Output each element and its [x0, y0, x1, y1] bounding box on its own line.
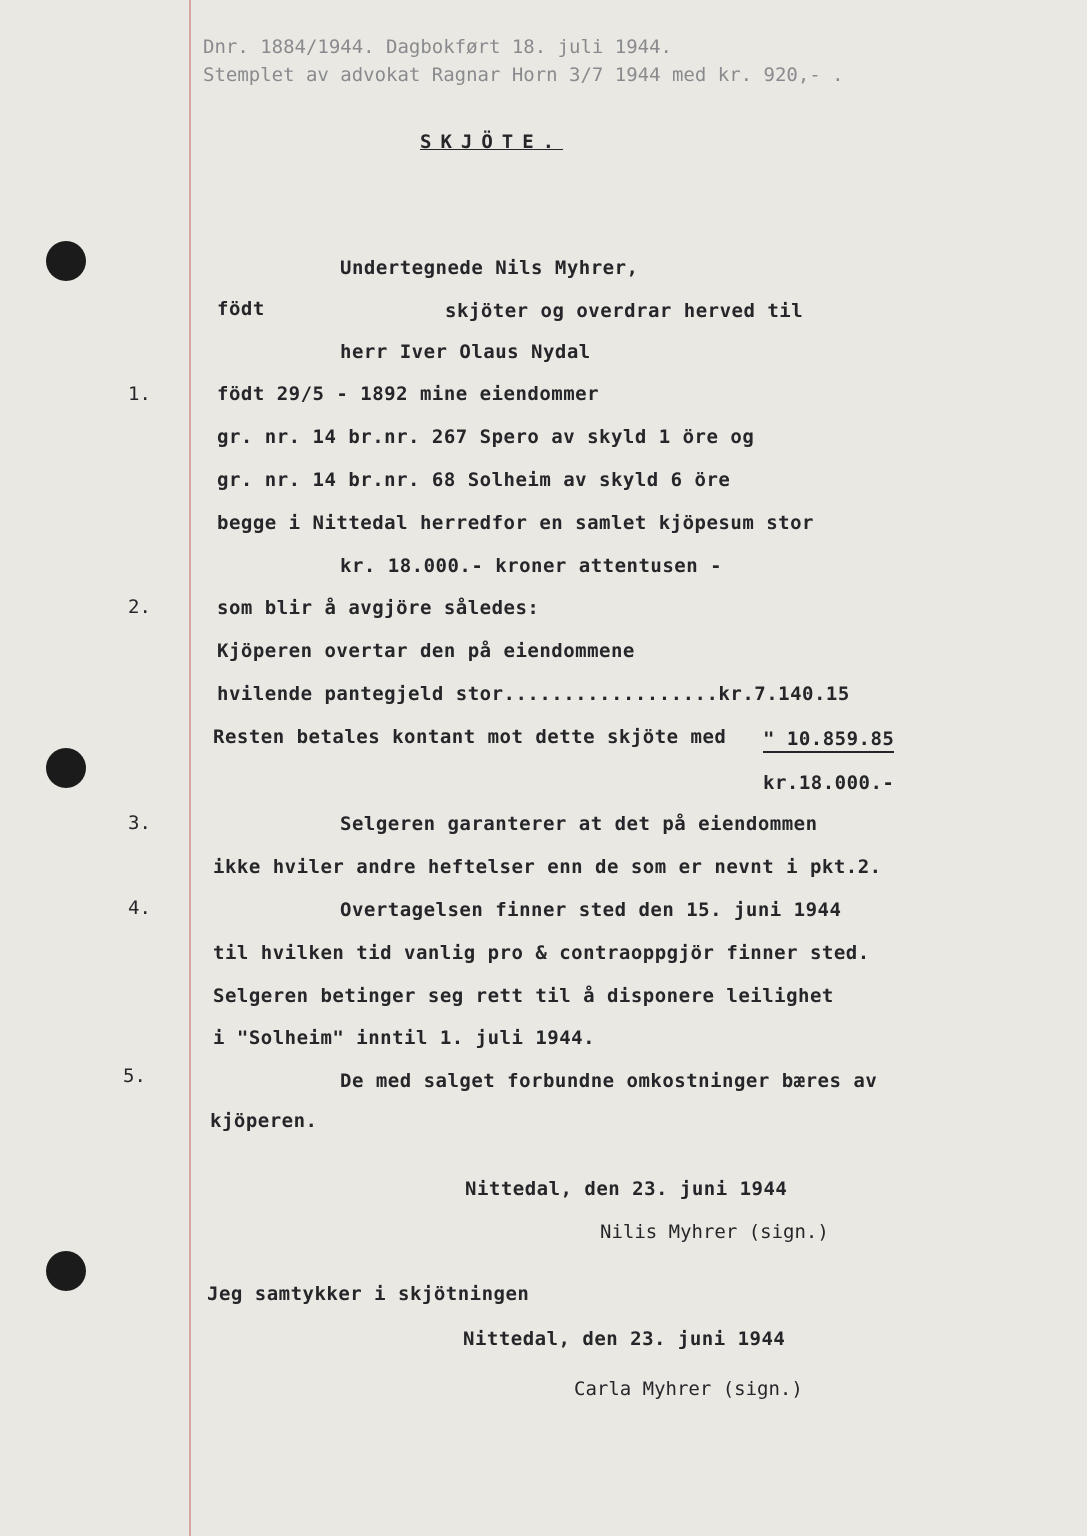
price-line: kr. 18.000.- kroner attentusen -	[340, 555, 723, 577]
item-marker-4: 4.	[128, 897, 151, 919]
settle-line: som blir å avgjöre således:	[217, 597, 540, 619]
signature-1: Nilis Myhrer (sign.)	[600, 1221, 829, 1243]
rest-text: Resten betales kontant mot dette skjöte med	[213, 726, 727, 748]
punch-hole-bottom	[46, 1251, 86, 1291]
document-title: SKJÖTE.	[420, 131, 564, 153]
place-date-2: Nittedal, den 23. juni 1944	[463, 1328, 786, 1350]
margin-line	[189, 0, 191, 1536]
item-marker-3: 3.	[128, 812, 151, 834]
location-line: begge i Nittedal herredfor en samlet kjöpesum stor	[217, 512, 814, 534]
signature-2: Carla Myhrer (sign.)	[574, 1378, 803, 1400]
guarantee-line-2: ikke hviler andre heftelser enn de som er nevnt i pkt.2.	[213, 856, 882, 878]
punch-hole-top	[46, 241, 86, 281]
property-line-2: gr. nr. 14 br.nr. 68 Solheim av skyld 6 öre	[217, 469, 731, 491]
rest-amount: " 10.859.85	[763, 728, 894, 753]
header-line-1: Dnr. 1884/1944. Dagbokført 18. juli 1944.	[203, 36, 672, 58]
header-line-2: Stemplet av advokat Ragnar Horn 3/7 1944 med kr. 920,- .	[203, 64, 844, 86]
total-line: kr.18.000.-	[763, 772, 895, 794]
punch-hole-middle	[46, 748, 86, 788]
property-line-1: gr. nr. 14 br.nr. 267 Spero av skyld 1 öre og	[217, 426, 755, 448]
guarantee-line-1: Selgeren garanterer at det på eiendommen	[340, 813, 818, 835]
transfer-text: skjöter og overdrar herved til	[445, 300, 804, 322]
consent-line: Jeg samtykker i skjötningen	[207, 1283, 530, 1305]
item-marker-2: 2.	[128, 596, 151, 618]
born-line: födt 29/5 - 1892 mine eiendommer	[217, 383, 600, 405]
debt-line: hvilende pantegjeld stor..................kr.7.140.15	[217, 683, 850, 705]
item-marker-5: 5.	[123, 1065, 146, 1087]
born-label: födt	[217, 298, 265, 320]
seller-line: Undertegnede Nils Myhrer,	[340, 257, 639, 279]
place-date-1: Nittedal, den 23. juni 1944	[465, 1178, 788, 1200]
item-marker-1: 1.	[128, 383, 151, 405]
takeover-line-4: i "Solheim" inntil 1. juli 1944.	[213, 1027, 596, 1049]
takeover-line-2: til hvilken tid vanlig pro & contraoppgjör finner sted.	[213, 942, 870, 964]
buyer-line: herr Iver Olaus Nydal	[340, 341, 591, 363]
takeover-line-1: Overtagelsen finner sted den 15. juni 1944	[340, 899, 842, 921]
assume-line: Kjöperen overtar den på eiendommene	[217, 640, 635, 662]
costs-line-2: kjöperen.	[210, 1110, 318, 1132]
takeover-line-3: Selgeren betinger seg rett til å disponere leilighet	[213, 985, 834, 1007]
costs-line-1: De med salget forbundne omkostninger bæres av	[340, 1070, 878, 1092]
